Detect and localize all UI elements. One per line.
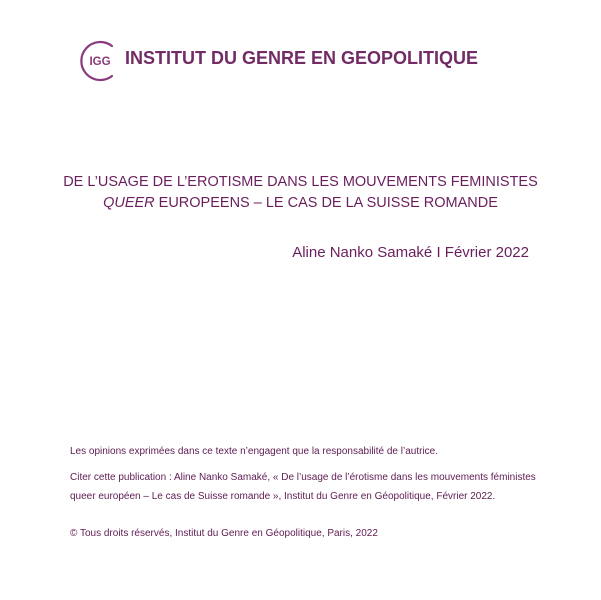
igg-logo xyxy=(76,37,124,85)
citation-text: Citer cette publication : Aline Nanko Samaké, « De l’usage de l’érotisme dans les mouvements féministes queer européen – Le cas de Suisse romande », Institut du Genre en Géopolitique, Février 2022. xyxy=(70,472,536,502)
disclaimer-text: Les opinions exprimées dans ce texte n’engagent que la responsabilité de l’autrice. xyxy=(70,446,439,457)
author-date: Aline Nanko Samaké I Février 2022 xyxy=(292,244,529,261)
igg-logo-mark xyxy=(76,37,124,85)
document-title xyxy=(0,172,601,214)
title-line-2-rest: EUROPEENS – LE CAS DE LA SUISSE ROMANDE xyxy=(154,195,498,211)
copyright-text: © Tous droits réservés, Institut du Genre en Géopolitique, Paris, 2022 xyxy=(70,528,378,539)
publication-notes xyxy=(70,442,540,543)
institute-name: INSTITUT DU GENRE EN GEOPOLITIQUE xyxy=(125,48,479,68)
title-line-2 xyxy=(0,193,601,214)
title-line-1: DE L’USAGE DE L’EROTISME DANS LES MOUVEMENTS FEMINISTES xyxy=(63,174,538,190)
title-queer-word: QUEER xyxy=(103,195,155,211)
logo-text: IGG xyxy=(89,56,111,68)
